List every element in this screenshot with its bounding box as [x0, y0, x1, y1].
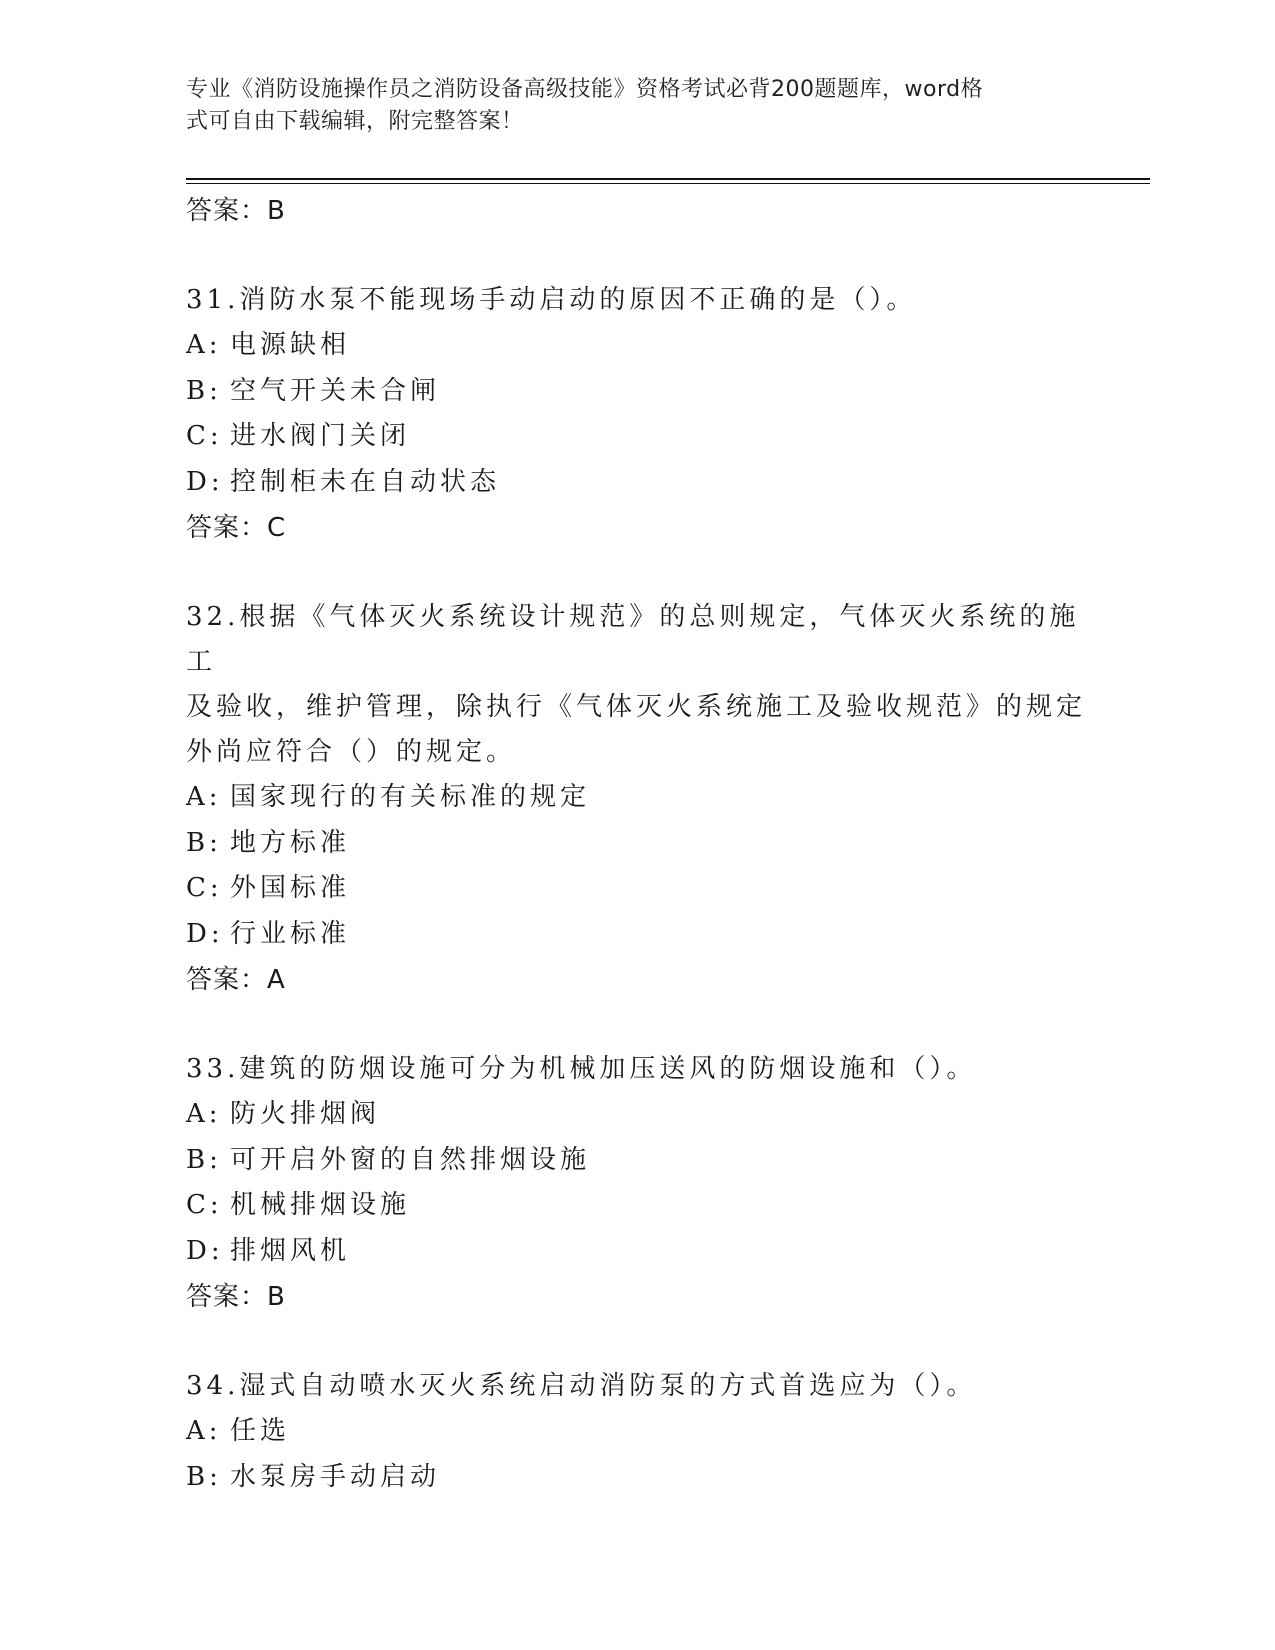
- document-header: [186, 74, 1066, 138]
- option-text: 空气开关未合闸: [230, 375, 441, 406]
- option-a: [186, 775, 1086, 821]
- option-letter: A:: [186, 330, 222, 360]
- option-text: 行业标准: [230, 918, 351, 949]
- option-letter: A:: [186, 1099, 222, 1129]
- question-stem: 34.湿式自动喷水灭火系统启动消防泵的方式首选应为（）。: [186, 1371, 977, 1401]
- option-letter: B:: [186, 827, 222, 858]
- spacer: [186, 1320, 1086, 1364]
- option-text: 地方标准: [230, 827, 351, 858]
- option-b: [186, 1455, 1086, 1501]
- option-letter: B:: [186, 1461, 222, 1492]
- option-text: 国家现行的有关标准的规定: [230, 782, 591, 812]
- option-letter: C:: [186, 421, 223, 451]
- option-letter: C:: [186, 873, 223, 903]
- option-text: 水泵房手动启动: [230, 1461, 441, 1492]
- option-b: [186, 821, 1086, 867]
- option-text: 外国标准: [230, 873, 351, 903]
- document-body: [186, 188, 1086, 1500]
- header-line-1: 专业《消防设施操作员之消防设备高级技能》资格考试必背200题题库，word格: [186, 77, 984, 102]
- option-text: 控制柜未在自动状态: [230, 466, 501, 497]
- question-stem-line-2: 及验收，维护管理，除执行《气体灭火系统施工及验收规范》的规定: [186, 692, 1087, 722]
- option-letter: D:: [186, 466, 224, 497]
- option-b: [186, 369, 1086, 415]
- option-letter: D:: [186, 1235, 224, 1266]
- question-block: [186, 1364, 1086, 1500]
- option-d: [186, 912, 1086, 958]
- option-text: 可开启外窗的自然排烟设施: [230, 1144, 591, 1175]
- header-rule-thick: [186, 178, 1150, 180]
- question-stem-line-1: 32.根据《气体灭火系统设计规范》的总则规定，气体灭火系统的施工: [186, 602, 1080, 677]
- question-stem-line-3: 外尚应符合（）的规定。: [186, 737, 517, 767]
- question-block: [186, 1047, 1086, 1320]
- option-text: 任选: [230, 1416, 291, 1446]
- spacer: [186, 234, 1086, 278]
- option-c: [186, 866, 1086, 912]
- option-text: 电源缺相: [230, 330, 351, 360]
- option-d: [186, 460, 1086, 506]
- question-stem: 31.消防水泵不能现场手动启动的原因不正确的是（）。: [186, 285, 917, 315]
- answer-line: 答案：C: [186, 513, 287, 543]
- question-stem: 33.建筑的防烟设施可分为机械加压送风的防烟设施和（）。: [186, 1054, 977, 1084]
- option-c: [186, 414, 1086, 460]
- option-a: [186, 1092, 1086, 1138]
- option-a: [186, 1409, 1086, 1455]
- header-line-2: 式可自由下载编辑，附完整答案！: [186, 109, 524, 134]
- option-d: [186, 1229, 1086, 1275]
- option-letter: A:: [186, 1416, 222, 1446]
- previous-answer: 答案：B: [186, 196, 286, 226]
- answer-line: 答案：B: [186, 1282, 286, 1312]
- option-b: [186, 1138, 1086, 1184]
- option-letter: B:: [186, 375, 222, 406]
- option-c: [186, 1183, 1086, 1229]
- question-block: [186, 595, 1086, 1003]
- option-text: 机械排烟设施: [230, 1190, 411, 1220]
- answer-line: 答案：A: [186, 965, 286, 995]
- spacer: [186, 551, 1086, 595]
- option-letter: B:: [186, 1144, 222, 1175]
- option-text: 防火排烟阀: [230, 1099, 381, 1129]
- option-letter: A:: [186, 782, 222, 812]
- option-letter: C:: [186, 1190, 223, 1220]
- option-text: 进水阀门关闭: [230, 421, 411, 451]
- option-a: [186, 323, 1086, 369]
- spacer: [186, 1003, 1086, 1047]
- option-letter: D:: [186, 918, 224, 949]
- option-text: 排烟风机: [230, 1235, 351, 1266]
- question-block: [186, 278, 1086, 551]
- header-rule-thin: [186, 183, 1150, 184]
